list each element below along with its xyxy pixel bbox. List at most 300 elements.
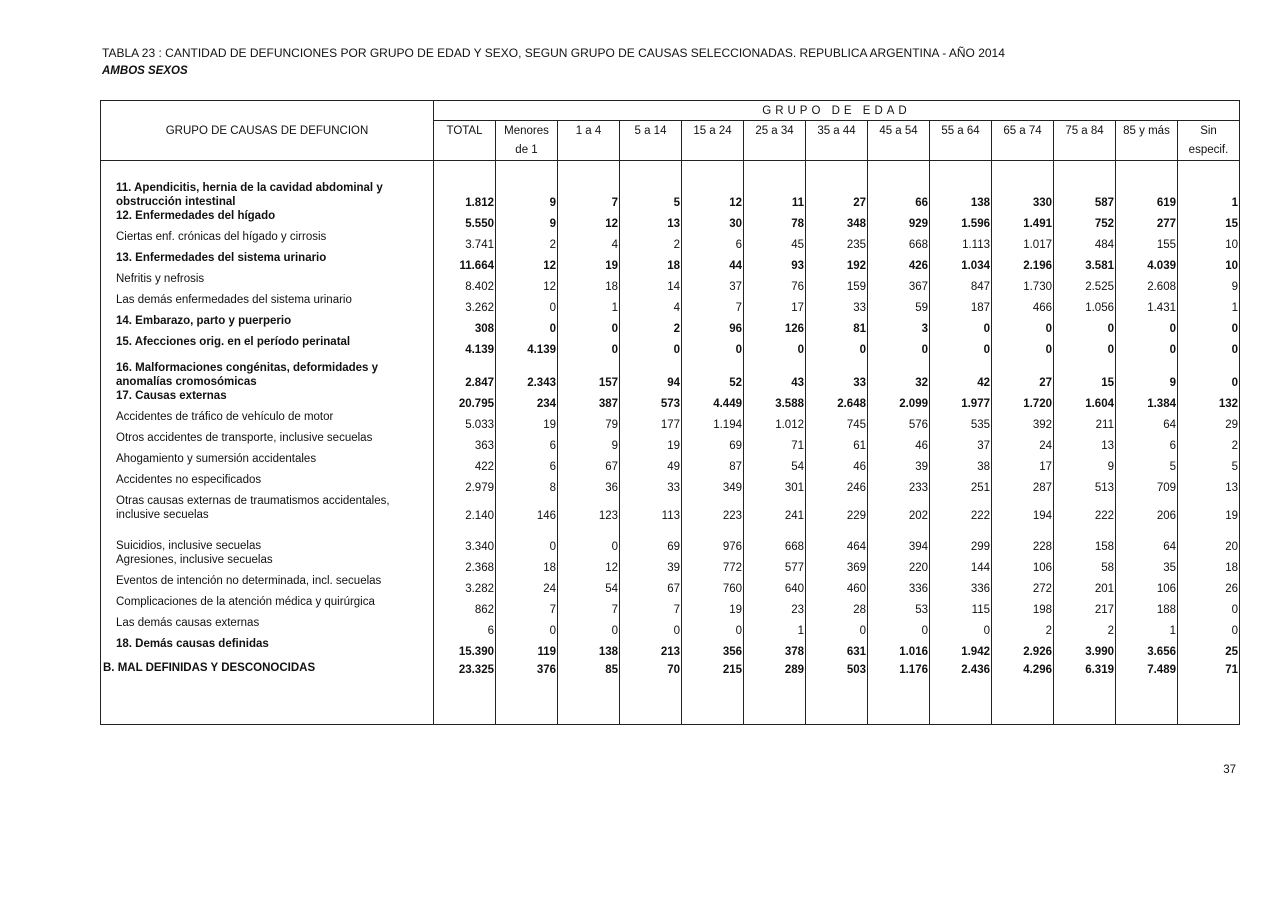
value-cell: 0 bbox=[1054, 335, 1116, 356]
value-cell: 976 bbox=[682, 522, 744, 553]
value-cell: 668 bbox=[868, 230, 930, 251]
value-cell: 132 bbox=[1178, 389, 1240, 410]
column-header bbox=[434, 121, 496, 161]
value-cell: 17 bbox=[744, 293, 806, 314]
table-row bbox=[101, 335, 1240, 356]
value-cell: 4 bbox=[558, 230, 620, 251]
value-cell: 96 bbox=[682, 314, 744, 335]
value-cell: 1.012 bbox=[744, 410, 806, 431]
value-cell: 19 bbox=[682, 595, 744, 616]
value-cell: 2.436 bbox=[930, 658, 992, 679]
value-cell: 0 bbox=[558, 335, 620, 356]
value-cell: 336 bbox=[868, 574, 930, 595]
value-cell: 745 bbox=[806, 410, 868, 431]
value-cell: 2 bbox=[620, 314, 682, 335]
value-cell: 0 bbox=[1054, 314, 1116, 335]
cause-label: Accidentes de tráfico de vehículo de motor bbox=[116, 410, 334, 423]
value-cell: 19 bbox=[1178, 494, 1240, 522]
cause-label: Complicaciones de la atención médica y quirúrgica bbox=[116, 595, 375, 608]
value-cell: 43 bbox=[744, 356, 806, 389]
value-cell: 287 bbox=[992, 473, 1054, 494]
value-cell: 2.343 bbox=[496, 356, 558, 389]
value-cell: 9 bbox=[496, 209, 558, 230]
value-cell: 0 bbox=[496, 314, 558, 335]
value-cell: 709 bbox=[1116, 473, 1178, 494]
value-cell: 106 bbox=[1116, 574, 1178, 595]
value-cell: 30 bbox=[682, 209, 744, 230]
cause-label: 12. Enfermedades del hígado bbox=[116, 209, 276, 222]
cause-label: 16. Malformaciones congénitas, deformidades y anomalías cromosómicas bbox=[116, 361, 379, 388]
value-cell: 2 bbox=[1054, 616, 1116, 637]
value-cell: 7 bbox=[620, 595, 682, 616]
value-cell: 251 bbox=[930, 473, 992, 494]
value-cell: 76 bbox=[744, 272, 806, 293]
value-cell: 6 bbox=[496, 452, 558, 473]
table-row bbox=[101, 410, 1240, 431]
value-cell: 1.942 bbox=[930, 637, 992, 658]
value-cell: 752 bbox=[1054, 209, 1116, 230]
value-cell: 2.926 bbox=[992, 637, 1054, 658]
value-cell: 3.656 bbox=[1116, 637, 1178, 658]
value-cell: 1.720 bbox=[992, 389, 1054, 410]
value-cell: 36 bbox=[558, 473, 620, 494]
value-cell: 426 bbox=[868, 251, 930, 272]
cause-column-header: GRUPO DE CAUSAS DE DEFUNCION bbox=[101, 101, 434, 161]
value-cell: 0 bbox=[806, 616, 868, 637]
column-header bbox=[930, 121, 992, 161]
age-group-header: GRUPO DE EDAD bbox=[434, 101, 1240, 121]
value-cell: 2.196 bbox=[992, 251, 1054, 272]
column-header-label: 75 a 84 bbox=[1065, 125, 1104, 137]
value-cell: 228 bbox=[992, 522, 1054, 553]
value-cell: 0 bbox=[1116, 335, 1178, 356]
value-cell: 177 bbox=[620, 410, 682, 431]
value-cell: 10 bbox=[1178, 251, 1240, 272]
table-row bbox=[101, 272, 1240, 293]
column-header bbox=[1116, 121, 1178, 161]
value-cell: 1.034 bbox=[930, 251, 992, 272]
value-cell: 24 bbox=[992, 431, 1054, 452]
value-cell: 5.550 bbox=[434, 209, 496, 230]
value-cell: 1 bbox=[744, 616, 806, 637]
value-cell: 115 bbox=[930, 595, 992, 616]
value-cell: 234 bbox=[496, 389, 558, 410]
value-cell: 3.990 bbox=[1054, 637, 1116, 658]
value-cell: 52 bbox=[682, 356, 744, 389]
column-header-label: 1 a 4 bbox=[575, 125, 602, 137]
value-cell: 1.604 bbox=[1054, 389, 1116, 410]
value-cell: 19 bbox=[620, 431, 682, 452]
value-cell: 1.812 bbox=[434, 167, 496, 209]
value-cell: 7 bbox=[558, 167, 620, 209]
value-cell: 158 bbox=[1054, 522, 1116, 553]
value-cell: 157 bbox=[558, 356, 620, 389]
value-cell: 577 bbox=[744, 553, 806, 574]
cause-label: B. MAL DEFINIDAS Y DESCONOCIDAS bbox=[103, 661, 316, 674]
value-cell: 27 bbox=[992, 356, 1054, 389]
value-cell: 2.140 bbox=[434, 494, 496, 522]
value-cell: 67 bbox=[558, 452, 620, 473]
value-cell: 0 bbox=[1178, 335, 1240, 356]
value-cell: 201 bbox=[1054, 574, 1116, 595]
value-cell: 356 bbox=[682, 637, 744, 658]
table-row bbox=[101, 389, 1240, 410]
value-cell: 229 bbox=[806, 494, 868, 522]
column-header-label: 15 a 24 bbox=[693, 125, 732, 137]
table-subtitle: AMBOS SEXOS bbox=[102, 65, 188, 77]
table-row bbox=[101, 473, 1240, 494]
table-title: TABLA 23 : CANTIDAD DE DEFUNCIONES POR GRUPO DE EDAD Y SEXO, SEGUN GRUPO DE CAUSAS SELECCIONADAS. REPUBLICA ARGENTINA - AÑO 2014 bbox=[102, 46, 1005, 60]
value-cell: 4.449 bbox=[682, 389, 744, 410]
value-cell: 69 bbox=[682, 431, 744, 452]
value-cell: 222 bbox=[1054, 494, 1116, 522]
value-cell: 12 bbox=[558, 553, 620, 574]
value-cell: 0 bbox=[868, 616, 930, 637]
value-cell: 59 bbox=[868, 293, 930, 314]
table-row bbox=[101, 595, 1240, 616]
value-cell: 3.581 bbox=[1054, 251, 1116, 272]
value-cell: 1 bbox=[558, 293, 620, 314]
value-cell: 0 bbox=[1178, 314, 1240, 335]
value-cell: 0 bbox=[558, 522, 620, 553]
group-header-row bbox=[101, 101, 1240, 121]
value-cell: 198 bbox=[992, 595, 1054, 616]
column-header bbox=[992, 121, 1054, 161]
value-cell: 222 bbox=[930, 494, 992, 522]
value-cell: 1.017 bbox=[992, 230, 1054, 251]
value-cell: 69 bbox=[620, 522, 682, 553]
column-header-label: 35 a 44 bbox=[817, 125, 856, 137]
value-cell: 3.262 bbox=[434, 293, 496, 314]
value-cell: 192 bbox=[806, 251, 868, 272]
cause-label: Agresiones, inclusive secuelas bbox=[116, 553, 273, 566]
value-cell: 4.039 bbox=[1116, 251, 1178, 272]
value-cell: 7 bbox=[682, 293, 744, 314]
deaths-table bbox=[100, 100, 1240, 725]
value-cell: 2.847 bbox=[434, 356, 496, 389]
value-cell: 9 bbox=[558, 431, 620, 452]
value-cell: 2 bbox=[620, 230, 682, 251]
value-cell: 24 bbox=[496, 574, 558, 595]
cause-label: Ahogamiento y sumersión accidentales bbox=[116, 452, 317, 465]
value-cell: 28 bbox=[806, 595, 868, 616]
value-cell: 94 bbox=[620, 356, 682, 389]
value-cell: 66 bbox=[868, 167, 930, 209]
table-row bbox=[101, 494, 1240, 522]
value-cell: 0 bbox=[620, 335, 682, 356]
value-cell: 299 bbox=[930, 522, 992, 553]
value-cell: 70 bbox=[620, 658, 682, 679]
value-cell: 12 bbox=[558, 209, 620, 230]
table-row bbox=[101, 637, 1240, 658]
cause-label: 18. Demás causas definidas bbox=[116, 637, 269, 650]
value-cell: 6 bbox=[496, 431, 558, 452]
value-cell: 144 bbox=[930, 553, 992, 574]
value-cell: 33 bbox=[620, 473, 682, 494]
value-cell: 0 bbox=[868, 335, 930, 356]
value-cell: 0 bbox=[930, 335, 992, 356]
value-cell: 38 bbox=[930, 452, 992, 473]
value-cell: 587 bbox=[1054, 167, 1116, 209]
value-cell: 4.296 bbox=[992, 658, 1054, 679]
column-header bbox=[1054, 121, 1116, 161]
value-cell: 6 bbox=[1116, 431, 1178, 452]
column-header bbox=[558, 121, 620, 161]
column-header-label: 85 y más bbox=[1123, 125, 1170, 137]
value-cell: 3.340 bbox=[434, 522, 496, 553]
column-header-label: 55 a 64 bbox=[941, 125, 980, 137]
value-cell: 188 bbox=[1116, 595, 1178, 616]
cause-label: Otras causas externas de traumatismos accidentales, inclusive secuelas bbox=[116, 494, 390, 521]
value-cell: 64 bbox=[1116, 410, 1178, 431]
value-cell: 85 bbox=[558, 658, 620, 679]
table-row bbox=[101, 209, 1240, 230]
value-cell: 0 bbox=[558, 314, 620, 335]
cause-label: Suicidios, inclusive secuelas bbox=[116, 539, 262, 552]
value-cell: 15.390 bbox=[434, 637, 496, 658]
table-row bbox=[101, 616, 1240, 637]
value-cell: 336 bbox=[930, 574, 992, 595]
cause-label: 11. Apendicitis, hernia de la cavidad abdominal y obstrucción intestinal bbox=[116, 181, 383, 208]
value-cell: 6 bbox=[682, 230, 744, 251]
value-cell: 17 bbox=[992, 452, 1054, 473]
value-cell: 349 bbox=[682, 473, 744, 494]
value-cell: 79 bbox=[558, 410, 620, 431]
value-cell: 369 bbox=[806, 553, 868, 574]
value-cell: 13 bbox=[1054, 431, 1116, 452]
value-cell: 394 bbox=[868, 522, 930, 553]
column-header-label: 25 a 34 bbox=[755, 125, 794, 137]
value-cell: 0 bbox=[992, 314, 1054, 335]
value-cell: 1.176 bbox=[868, 658, 930, 679]
value-cell: 535 bbox=[930, 410, 992, 431]
table-row bbox=[101, 251, 1240, 272]
value-cell: 348 bbox=[806, 209, 868, 230]
value-cell: 20 bbox=[1178, 522, 1240, 553]
value-cell: 9 bbox=[1054, 452, 1116, 473]
cause-label: 15. Afecciones orig. en el período perinatal bbox=[116, 335, 351, 348]
value-cell: 155 bbox=[1116, 230, 1178, 251]
value-cell: 64 bbox=[1116, 522, 1178, 553]
value-cell: 1.431 bbox=[1116, 293, 1178, 314]
value-cell: 0 bbox=[496, 522, 558, 553]
value-cell: 12 bbox=[496, 251, 558, 272]
value-cell: 378 bbox=[744, 637, 806, 658]
value-cell: 0 bbox=[496, 616, 558, 637]
value-cell: 233 bbox=[868, 473, 930, 494]
value-cell: 4.139 bbox=[496, 335, 558, 356]
value-cell: 27 bbox=[806, 167, 868, 209]
value-cell: 235 bbox=[806, 230, 868, 251]
value-cell: 113 bbox=[620, 494, 682, 522]
value-cell: 2 bbox=[992, 616, 1054, 637]
value-cell: 10 bbox=[1178, 230, 1240, 251]
value-cell: 11.664 bbox=[434, 251, 496, 272]
value-cell: 503 bbox=[806, 658, 868, 679]
value-cell: 2 bbox=[496, 230, 558, 251]
cause-label: 13. Enfermedades del sistema urinario bbox=[116, 251, 327, 264]
column-header-label-2: especif. bbox=[1188, 144, 1229, 156]
value-cell: 138 bbox=[930, 167, 992, 209]
value-cell: 367 bbox=[868, 272, 930, 293]
value-cell: 54 bbox=[558, 574, 620, 595]
value-cell: 18 bbox=[1178, 553, 1240, 574]
value-cell: 363 bbox=[434, 431, 496, 452]
column-header-label: 5 a 14 bbox=[634, 125, 667, 137]
value-cell: 0 bbox=[1178, 616, 1240, 637]
cause-label: Eventos de intención no determinada, incl. secuelas bbox=[116, 574, 382, 587]
value-cell: 2 bbox=[1178, 431, 1240, 452]
column-header-label: TOTAL bbox=[446, 125, 483, 137]
value-cell: 23 bbox=[744, 595, 806, 616]
value-cell: 211 bbox=[1054, 410, 1116, 431]
value-cell: 0 bbox=[682, 616, 744, 637]
value-cell: 15 bbox=[1178, 209, 1240, 230]
value-cell: 42 bbox=[930, 356, 992, 389]
value-cell: 576 bbox=[868, 410, 930, 431]
value-cell: 0 bbox=[930, 314, 992, 335]
cause-label: Las demás enfermedades del sistema urinario bbox=[116, 293, 352, 306]
value-cell: 6 bbox=[434, 616, 496, 637]
table-row bbox=[101, 293, 1240, 314]
value-cell: 1.596 bbox=[930, 209, 992, 230]
table-row bbox=[101, 574, 1240, 595]
value-cell: 33 bbox=[806, 356, 868, 389]
column-header-label: 45 a 54 bbox=[879, 125, 918, 137]
value-cell: 13 bbox=[620, 209, 682, 230]
value-cell: 376 bbox=[496, 658, 558, 679]
column-header-label-2: de 1 bbox=[515, 144, 538, 156]
value-cell: 272 bbox=[992, 574, 1054, 595]
value-cell: 7 bbox=[558, 595, 620, 616]
column-header-label: Sin bbox=[1200, 125, 1217, 137]
value-cell: 9 bbox=[1178, 272, 1240, 293]
value-cell: 37 bbox=[682, 272, 744, 293]
value-cell: 2.368 bbox=[434, 553, 496, 574]
value-cell: 847 bbox=[930, 272, 992, 293]
cause-label: 14. Embarazo, parto y puerperio bbox=[116, 314, 292, 327]
value-cell: 301 bbox=[744, 473, 806, 494]
value-cell: 18 bbox=[620, 251, 682, 272]
value-cell: 0 bbox=[1178, 595, 1240, 616]
value-cell: 2.525 bbox=[1054, 272, 1116, 293]
value-cell: 1.016 bbox=[868, 637, 930, 658]
value-cell: 668 bbox=[744, 522, 806, 553]
value-cell: 640 bbox=[744, 574, 806, 595]
table-row bbox=[101, 230, 1240, 251]
value-cell: 126 bbox=[744, 314, 806, 335]
value-cell: 246 bbox=[806, 473, 868, 494]
value-cell: 138 bbox=[558, 637, 620, 658]
value-cell: 13 bbox=[1178, 473, 1240, 494]
value-cell: 289 bbox=[744, 658, 806, 679]
value-cell: 29 bbox=[1178, 410, 1240, 431]
value-cell: 14 bbox=[620, 272, 682, 293]
value-cell: 46 bbox=[806, 452, 868, 473]
value-cell: 0 bbox=[744, 335, 806, 356]
value-cell: 1 bbox=[1178, 167, 1240, 209]
value-cell: 1.113 bbox=[930, 230, 992, 251]
value-cell: 19 bbox=[496, 410, 558, 431]
value-cell: 422 bbox=[434, 452, 496, 473]
value-cell: 61 bbox=[806, 431, 868, 452]
value-cell: 0 bbox=[682, 335, 744, 356]
value-cell: 44 bbox=[682, 251, 744, 272]
cause-label: Ciertas enf. crónicas del hígado y cirrosis bbox=[116, 230, 327, 243]
value-cell: 12 bbox=[682, 167, 744, 209]
page-number: 37 bbox=[1223, 764, 1236, 776]
value-cell: 26 bbox=[1178, 574, 1240, 595]
value-cell: 573 bbox=[620, 389, 682, 410]
value-cell: 7.489 bbox=[1116, 658, 1178, 679]
value-cell: 106 bbox=[992, 553, 1054, 574]
value-cell: 2.608 bbox=[1116, 272, 1178, 293]
value-cell: 2.979 bbox=[434, 473, 496, 494]
value-cell: 23.325 bbox=[434, 658, 496, 679]
value-cell: 0 bbox=[992, 335, 1054, 356]
value-cell: 1.194 bbox=[682, 410, 744, 431]
value-cell: 49 bbox=[620, 452, 682, 473]
cause-label: Otros accidentes de transporte, inclusive secuelas bbox=[116, 431, 373, 444]
value-cell: 206 bbox=[1116, 494, 1178, 522]
table-row bbox=[101, 431, 1240, 452]
value-cell: 33 bbox=[806, 293, 868, 314]
value-cell: 18 bbox=[558, 272, 620, 293]
table-row bbox=[101, 658, 1240, 679]
table-row bbox=[101, 522, 1240, 553]
value-cell: 20.795 bbox=[434, 389, 496, 410]
value-cell: 466 bbox=[992, 293, 1054, 314]
value-cell: 392 bbox=[992, 410, 1054, 431]
value-cell: 1 bbox=[1116, 616, 1178, 637]
value-cell: 202 bbox=[868, 494, 930, 522]
value-cell: 0 bbox=[620, 616, 682, 637]
value-cell: 0 bbox=[496, 293, 558, 314]
value-cell: 1.730 bbox=[992, 272, 1054, 293]
value-cell: 631 bbox=[806, 637, 868, 658]
value-cell: 11 bbox=[744, 167, 806, 209]
value-cell: 3.282 bbox=[434, 574, 496, 595]
value-cell: 146 bbox=[496, 494, 558, 522]
column-header bbox=[1178, 121, 1240, 161]
value-cell: 19 bbox=[558, 251, 620, 272]
value-cell: 513 bbox=[1054, 473, 1116, 494]
value-cell: 0 bbox=[558, 616, 620, 637]
value-cell: 4.139 bbox=[434, 335, 496, 356]
column-header bbox=[496, 121, 558, 161]
value-cell: 6.319 bbox=[1054, 658, 1116, 679]
value-cell: 87 bbox=[682, 452, 744, 473]
column-header bbox=[620, 121, 682, 161]
value-cell: 58 bbox=[1054, 553, 1116, 574]
value-cell: 35 bbox=[1116, 553, 1178, 574]
value-cell: 220 bbox=[868, 553, 930, 574]
value-cell: 46 bbox=[868, 431, 930, 452]
table-row bbox=[101, 553, 1240, 574]
column-header bbox=[744, 121, 806, 161]
value-cell: 1 bbox=[1178, 293, 1240, 314]
value-cell: 772 bbox=[682, 553, 744, 574]
value-cell: 32 bbox=[868, 356, 930, 389]
value-cell: 929 bbox=[868, 209, 930, 230]
value-cell: 12 bbox=[496, 272, 558, 293]
value-cell: 760 bbox=[682, 574, 744, 595]
value-cell: 3.588 bbox=[744, 389, 806, 410]
column-header bbox=[806, 121, 868, 161]
value-cell: 25 bbox=[1178, 637, 1240, 658]
value-cell: 45 bbox=[744, 230, 806, 251]
table-row bbox=[101, 314, 1240, 335]
